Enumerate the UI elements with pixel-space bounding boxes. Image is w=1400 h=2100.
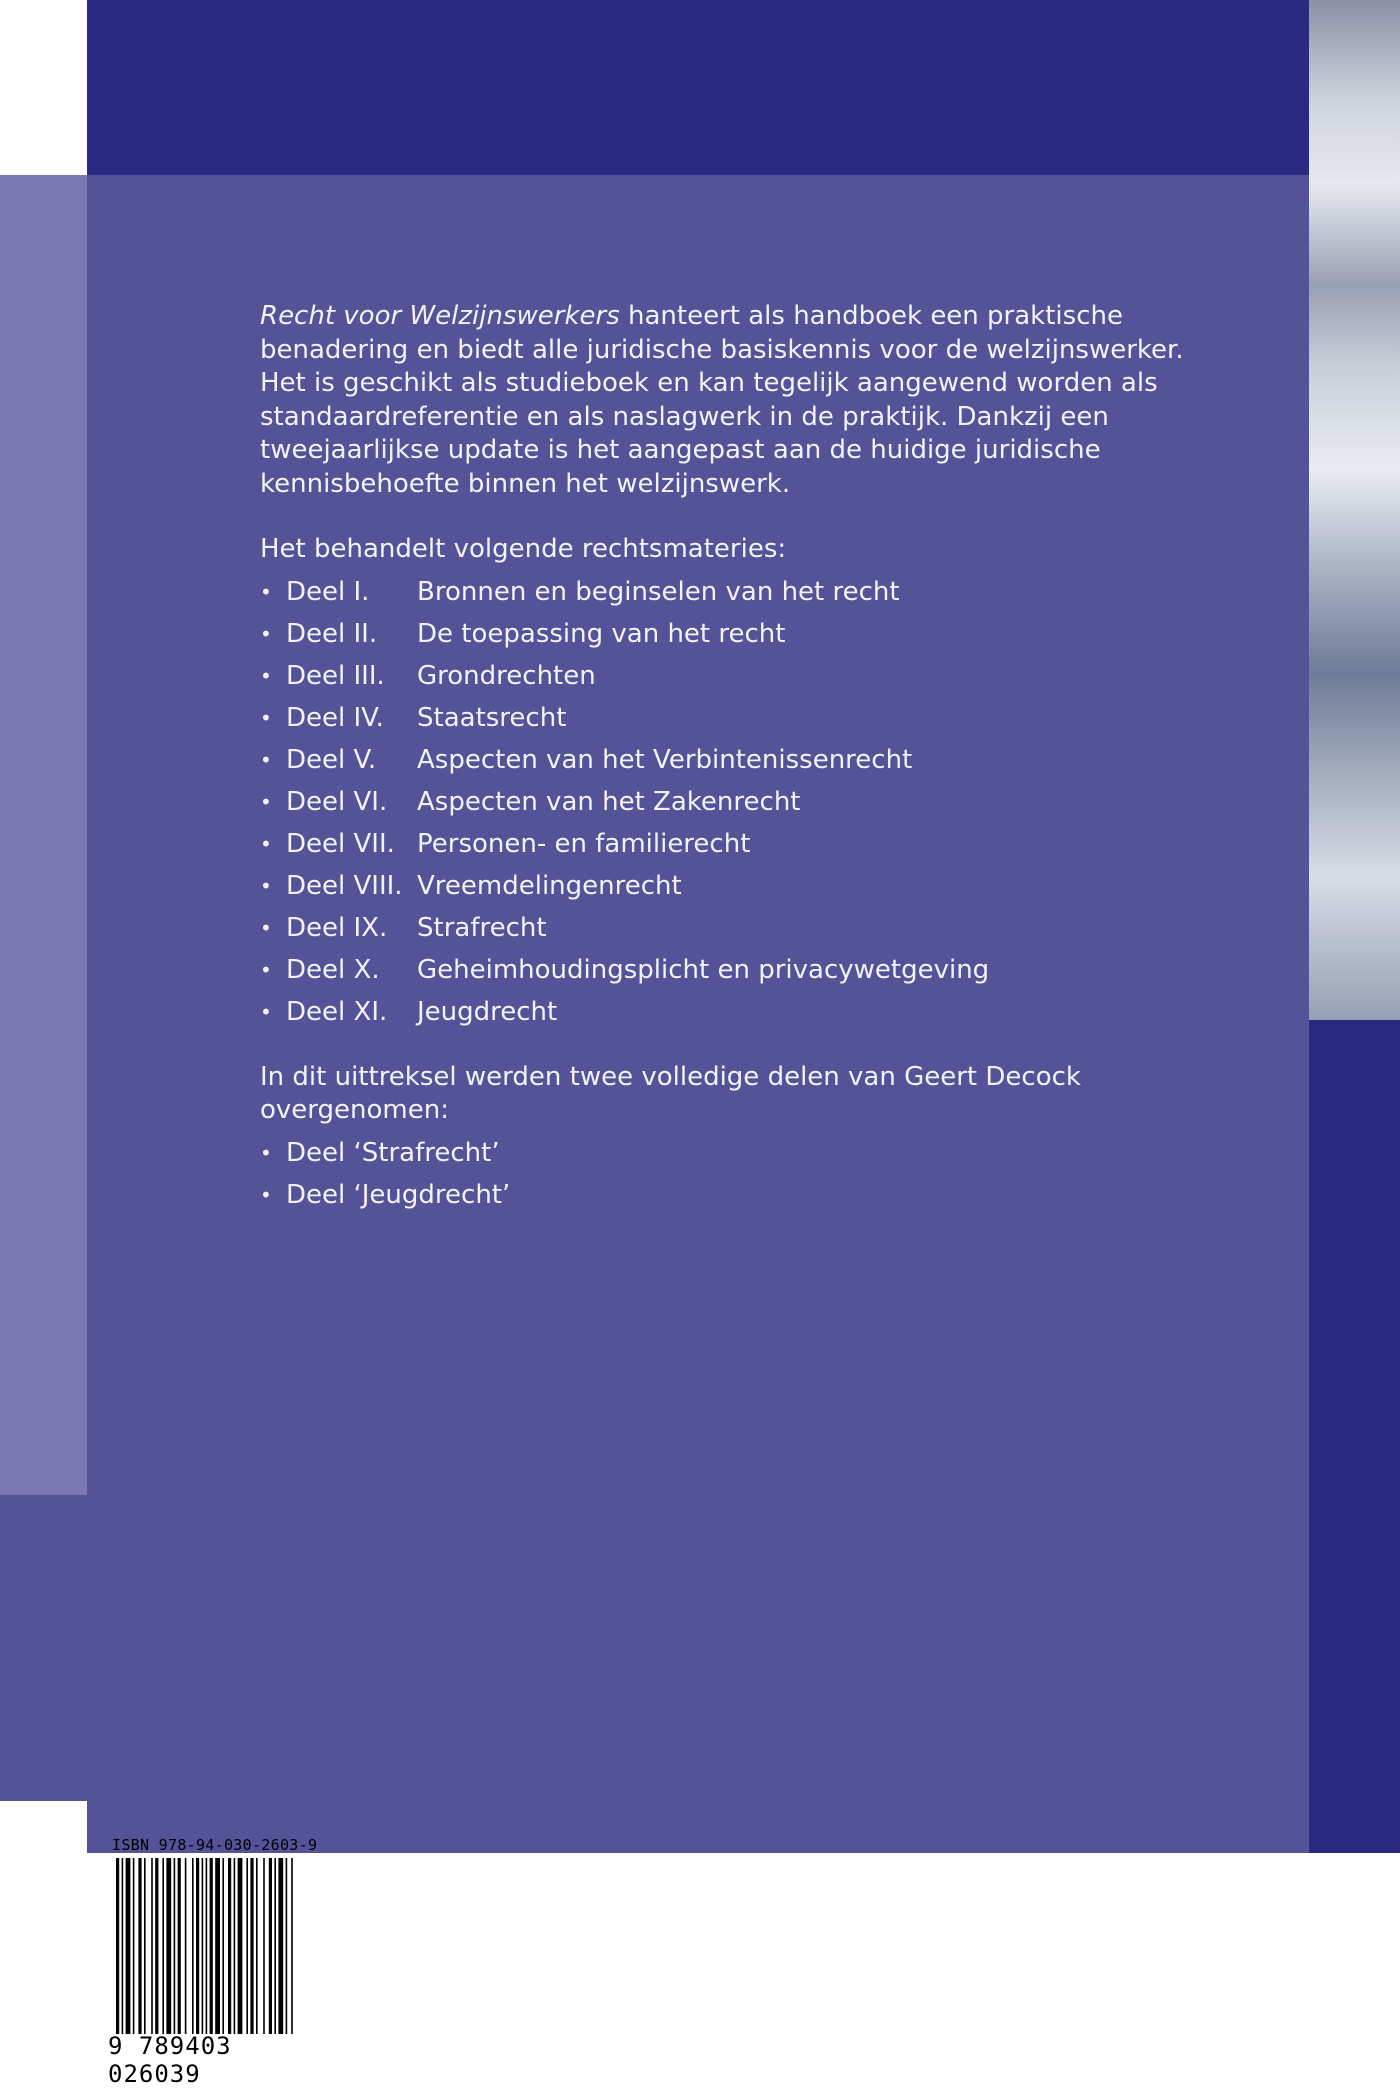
part-item xyxy=(260,823,1200,865)
extract-item: • Deel ‘Strafrecht’ xyxy=(260,1132,1200,1174)
top-navy-band xyxy=(87,0,1309,175)
part-title: Strafrecht xyxy=(417,912,547,943)
lower-left-panel xyxy=(0,1495,87,1801)
parts-list xyxy=(260,571,1200,1033)
part-item xyxy=(260,655,1200,697)
isbn-label: ISBN 978-94-030-2603-9 xyxy=(112,1836,318,1854)
part-title: Aspecten van het Verbintenissenrecht xyxy=(417,744,913,775)
part-title: Jeugdrecht xyxy=(417,996,558,1027)
part-item xyxy=(260,907,1200,949)
part-number: Deel XI. xyxy=(286,996,388,1027)
part-title: Geheimhoudingsplicht en privacywetgeving xyxy=(417,954,990,985)
part-title: Aspecten van het Zakenrecht xyxy=(417,786,801,817)
part-number: Deel VI. xyxy=(286,786,388,817)
part-item xyxy=(260,571,1200,613)
part-title: De toepassing van het recht xyxy=(417,618,786,649)
part-item xyxy=(260,697,1200,739)
extract-heading: In dit uittreksel werden twee volledige delen van Geert Decock overgenomen: xyxy=(260,1061,1081,1125)
part-title: Personen- en familierecht xyxy=(417,828,751,859)
barcode-digits: 9 789403 026039 xyxy=(108,2032,232,2088)
part-item xyxy=(260,781,1200,823)
extract-item: • Deel ‘Jeugdrecht’ xyxy=(260,1174,1200,1216)
part-number: Deel IX. xyxy=(286,912,388,943)
part-number: Deel V. xyxy=(286,744,377,775)
part-item xyxy=(260,991,1200,1033)
part-item xyxy=(260,949,1200,991)
bottom-panel-strip xyxy=(393,1801,1309,1853)
part-title: Grondrechten xyxy=(417,660,596,691)
description-text: hanteert als handboek een praktische benadering en biedt alle juridische basiskennis voor de welzijnswerker. Het is geschikt als studieboek en kan tegelijk aangewend worden als standaardreferentie en als naslagwerk in de praktijk. Dankzij een tweejaarlijkse update is het aangepast aan de huidige juridische kennisbehoefte binnen het welzijnswerk. xyxy=(260,301,1184,499)
book-description xyxy=(260,300,1200,501)
part-number: Deel X. xyxy=(286,954,380,985)
part-title: Staatsrecht xyxy=(417,702,567,733)
part-item xyxy=(260,613,1200,655)
right-navy-band xyxy=(1309,1020,1400,1853)
part-item xyxy=(260,865,1200,907)
part-number: Deel VIII. xyxy=(286,870,403,901)
back-cover-text xyxy=(260,300,1200,1216)
part-number: Deel I. xyxy=(286,576,370,607)
part-number: Deel III. xyxy=(286,660,385,691)
barcode-bars xyxy=(116,1858,332,2034)
part-number: Deel II. xyxy=(286,618,378,649)
book-title: Recht voor Welzijnswerkers xyxy=(260,301,620,331)
left-accent-bar xyxy=(0,175,87,1495)
part-number: Deel VII. xyxy=(286,828,395,859)
parts-heading: Het behandelt volgende rechtsmateries: xyxy=(260,534,787,564)
cover-photo-strip xyxy=(1309,0,1400,1020)
part-item xyxy=(260,739,1200,781)
barcode xyxy=(108,1832,336,2088)
extract-list xyxy=(260,1132,1200,1216)
part-title: Bronnen en beginselen van het recht xyxy=(417,576,900,607)
part-title: Vreemdelingenrecht xyxy=(417,870,682,901)
part-number: Deel IV. xyxy=(286,702,384,733)
